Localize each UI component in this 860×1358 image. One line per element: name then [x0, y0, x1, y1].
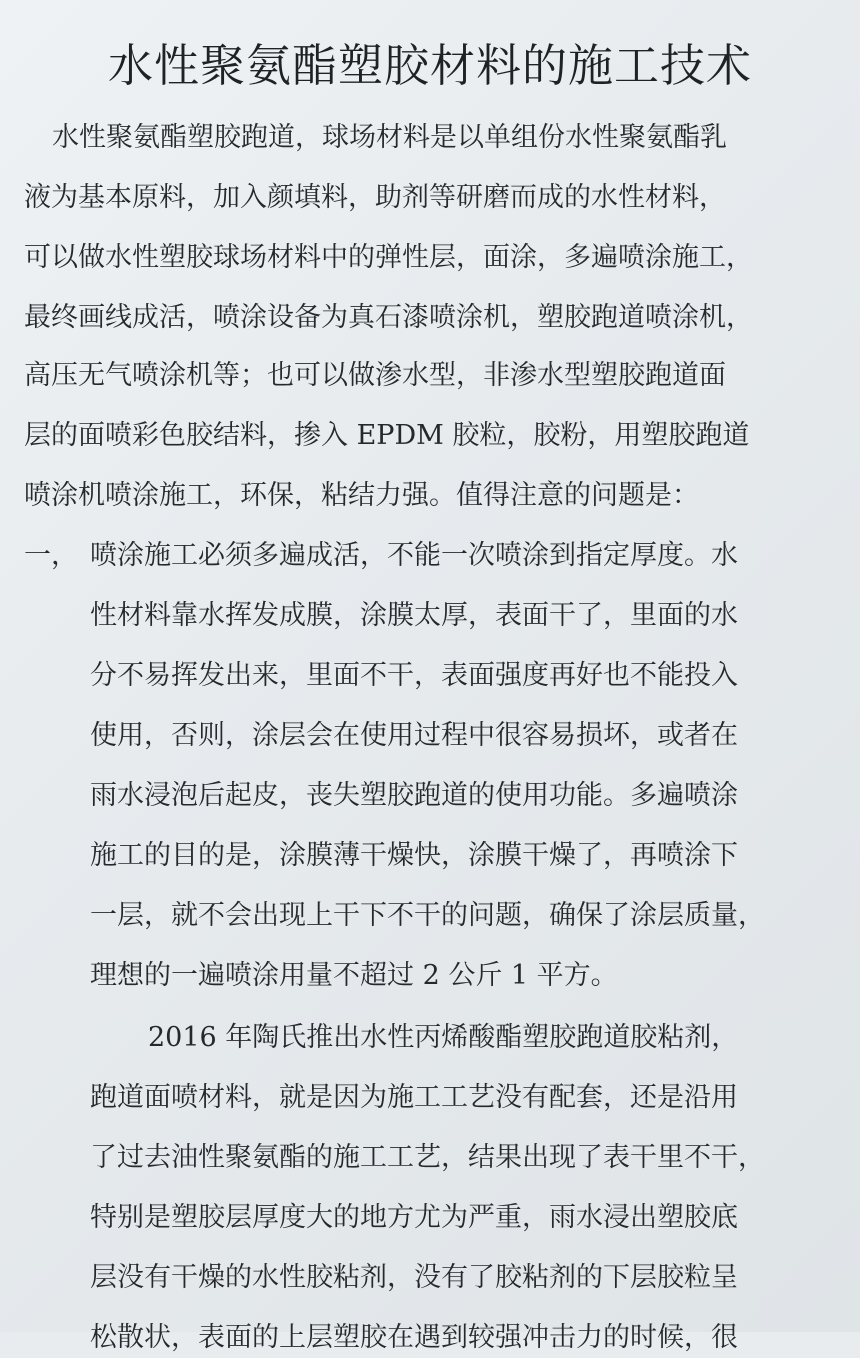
- intro-line: 高压无气喷涂机等；也可以做渗水型，非渗水型塑胶跑道面: [24, 360, 726, 391]
- history-line: 跑道面喷材料，就是因为施工工艺没有配套，还是沿用: [90, 1082, 738, 1113]
- history-line: 特别是塑胶层厚度大的地方尤为严重，雨水浸出塑胶底: [90, 1202, 738, 1233]
- history-line: 松散状，表面的上层塑胶在遇到较强冲击力的时候，很: [90, 1322, 738, 1353]
- point-one-line: 一层，就不会出现上干下不干的问题，确保了涂层质量，: [90, 900, 765, 931]
- list-marker: 一，: [24, 540, 78, 571]
- point-one-line: 雨水浸泡后起皮，丧失塑胶跑道的使用功能。多遍喷涂: [90, 780, 738, 811]
- history-line: 层没有干燥的水性胶粘剂，没有了胶粘剂的下层胶粒呈: [90, 1262, 738, 1293]
- point-one-line: 施工的目的是，涂膜薄干燥快，涂膜干燥了，再喷涂下: [90, 840, 738, 871]
- document-title: 水性聚氨酯塑胶材料的施工技术: [107, 39, 752, 92]
- intro-line: 水性聚氨酯塑胶跑道，球场材料是以单组份水性聚氨酯乳: [52, 122, 727, 153]
- intro-line: 可以做水性塑胶球场材料中的弹性层，面涂，多遍喷涂施工，: [24, 242, 753, 273]
- intro-line: 液为基本原料，加入颜填料，助剂等研磨而成的水性材料，: [24, 182, 726, 213]
- point-one-line: 分不易挥发出来，里面不干，表面强度再好也不能投入: [90, 660, 738, 691]
- point-one-line: 喷涂施工必须多遍成活，不能一次喷涂到指定厚度。水: [90, 540, 738, 571]
- point-one-line: 性材料靠水挥发成膜，涂膜太厚，表面干了，里面的水: [90, 600, 738, 631]
- point-one-line: 使用，否则，涂层会在使用过程中很容易损坏，或者在: [90, 720, 738, 751]
- intro-line: 层的面喷彩色胶结料，掺入 EPDM 胶粒，胶粉，用塑胶跑道: [24, 420, 750, 451]
- history-line: 2016 年陶氏推出水性丙烯酸酯塑胶跑道胶粘剂，: [148, 1022, 739, 1053]
- point-one-first-line: [24, 536, 738, 576]
- point-one-line: 理想的一遍喷涂用量不超过 2 公斤 1 平方。: [90, 960, 618, 991]
- intro-line: 喷涂机喷涂施工，环保，粘结力强。值得注意的问题是：: [24, 480, 699, 511]
- history-line: 了过去油性聚氨酯的施工工艺，结果出现了表干里不干，: [90, 1142, 765, 1173]
- intro-line: 最终画线成活，喷涂设备为真石漆喷涂机，塑胶跑道喷涂机，: [24, 302, 753, 333]
